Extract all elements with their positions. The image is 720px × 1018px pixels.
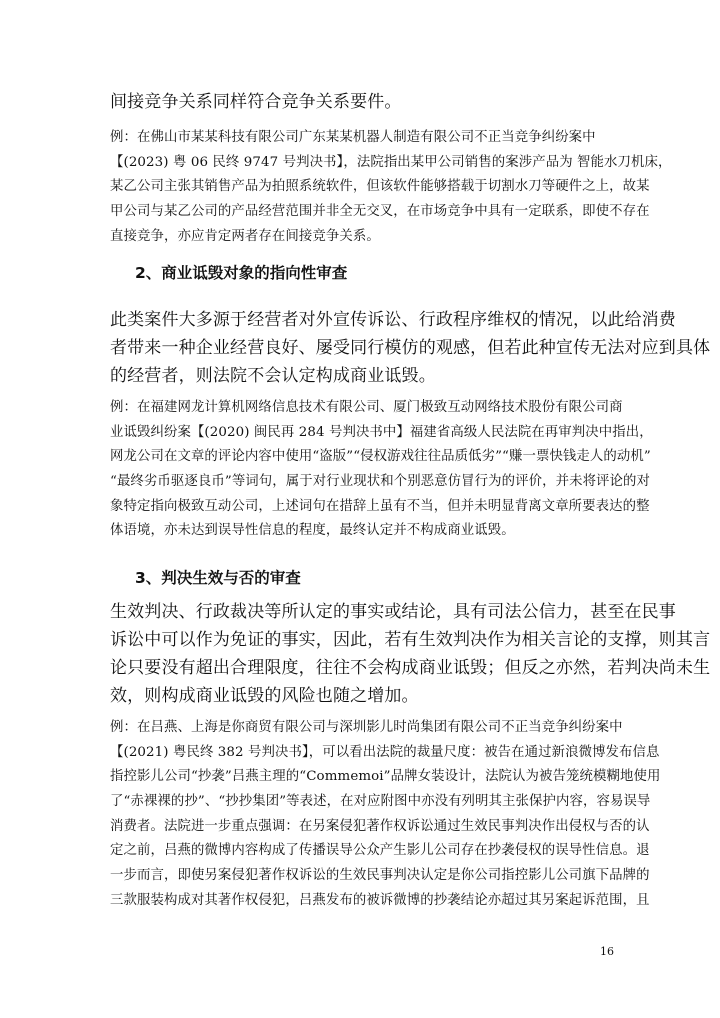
text-line: 直接竞争，亦应肯定两者存在间接竞争关系。	[110, 228, 380, 244]
text-line: 象特定指向极致互动公司，上述词句在措辞上虽有不当，但并未明显背离文章所要表达的整	[110, 498, 650, 514]
text-line: 一步而言，即使另案侵犯著作权诉讼的生效民事判决认定是你公司指控影儿公司旗下品牌的	[110, 868, 650, 884]
text-line: 例：在福建网龙计算机网络信息技术有限公司、厦门极致互动网络技术股份有限公司商	[110, 400, 623, 415]
text-line: 间接竞争关系同样符合竞争关系要件。	[110, 92, 402, 112]
text-line: 诉讼中可以作为免证的事实，因此，若有生效判决作为相关言论的支撑，则其言	[110, 630, 711, 650]
text-line: 者带来一种企业经营良好、屡受同行模仿的观感，但若此种宣传无法对应到具体	[110, 338, 711, 358]
text-line: “最终劣币驱逐良币”等词句，属于对行业现状和个别恶意仿冒行为的评价，并未将评论的对	[110, 474, 651, 490]
text-line: 论只要没有超出合理限度，往往不会构成商业诋毁；但反之亦然，若判决尚未生	[110, 658, 711, 678]
text-line: 的经营者，则法院不会认定构成商业诋毁。	[110, 366, 436, 386]
text-line: 了“赤裸裸的抄”、“抄抄集团”等表述，在对应附图中亦没有列明其主张保护内容，容易误导	[110, 794, 651, 810]
paragraph-2	[110, 306, 711, 390]
paragraph-3	[110, 598, 711, 710]
text-line: 此类案件大多源于经营者对外宣传诉讼、行政程序维权的情况，以此给消费	[110, 310, 676, 330]
text-line: 【(2023) 粤 06 民终 9747 号判决书】，法院指出某甲公司销售的案涉产品为 智能水刀机床，	[110, 154, 672, 170]
text-line: 甲公司与某乙公司的产品经营范围并非全无交叉，在市场竞争中具有一定联系，即使不存在	[110, 204, 650, 220]
text-line: 某乙公司主张其销售产品为拍照系统软件，但该软件能够搭载于切割水刀等硬件之上，故某	[110, 179, 650, 195]
text-line: 体语境，亦未达到误导性信息的程度，最终认定并不构成商业诋毁。	[110, 523, 515, 539]
example-paragraph-3	[110, 716, 661, 914]
example-paragraph-2	[110, 396, 653, 544]
text-line: 例：在佛山市某某科技有限公司广东某某机器人制造有限公司不正当竞争纠纷案中	[110, 130, 596, 145]
text-line: 定之前，吕燕的微博内容构成了传播误导公众产生影儿公司存在抄袭侵权的误导性信息。退	[110, 843, 650, 859]
text-line: 【(2021) 粤民终 382 号判决书】，可以看出法院的裁量尺度：被告在通过新浪微博发布信息	[110, 744, 660, 760]
text-line: 消费者。法院进一步重点强调：在另案侵犯著作权诉讼通过生效民事判决作出侵权与否的认	[110, 818, 650, 834]
text-line: 网龙公司在文章的评论内容中使用“盗版”“侵权游戏往往品质低劣”“赚一票快钱走人的动机”	[110, 449, 651, 465]
text-line: 三款服装构成对其著作权侵犯，吕燕发布的被诉微博的抄袭结论亦超过其另案起诉范围，且	[110, 892, 650, 908]
text-line: 生效判决、行政裁决等所认定的事实或结论，具有司法公信力，甚至在民事	[110, 602, 676, 622]
section-heading-3: 3、判决生效与否的审查	[135, 569, 301, 587]
paragraph-intro	[110, 88, 620, 116]
text-line: 业诋毁纠纷案【(2020) 闽民再 284 号判决书中】福建省高级人民法院在再审判决中指出，	[110, 424, 653, 440]
page-number: 16	[600, 945, 614, 958]
section-heading-2: 2、商业诋毁对象的指向性审查	[135, 264, 348, 282]
text-line: 例：在吕燕、上海是你商贸有限公司与深圳影儿时尚集团有限公司不正当竞争纠纷案中	[110, 720, 623, 735]
example-paragraph-1	[110, 126, 672, 249]
text-line: 指控影儿公司“抄袭”吕燕主理的“Commemoi”品牌女装设计，法院认为被告笼统模糊地使用	[110, 769, 661, 785]
text-line: 效，则构成商业诋毁的风险也随之增加。	[110, 686, 419, 706]
